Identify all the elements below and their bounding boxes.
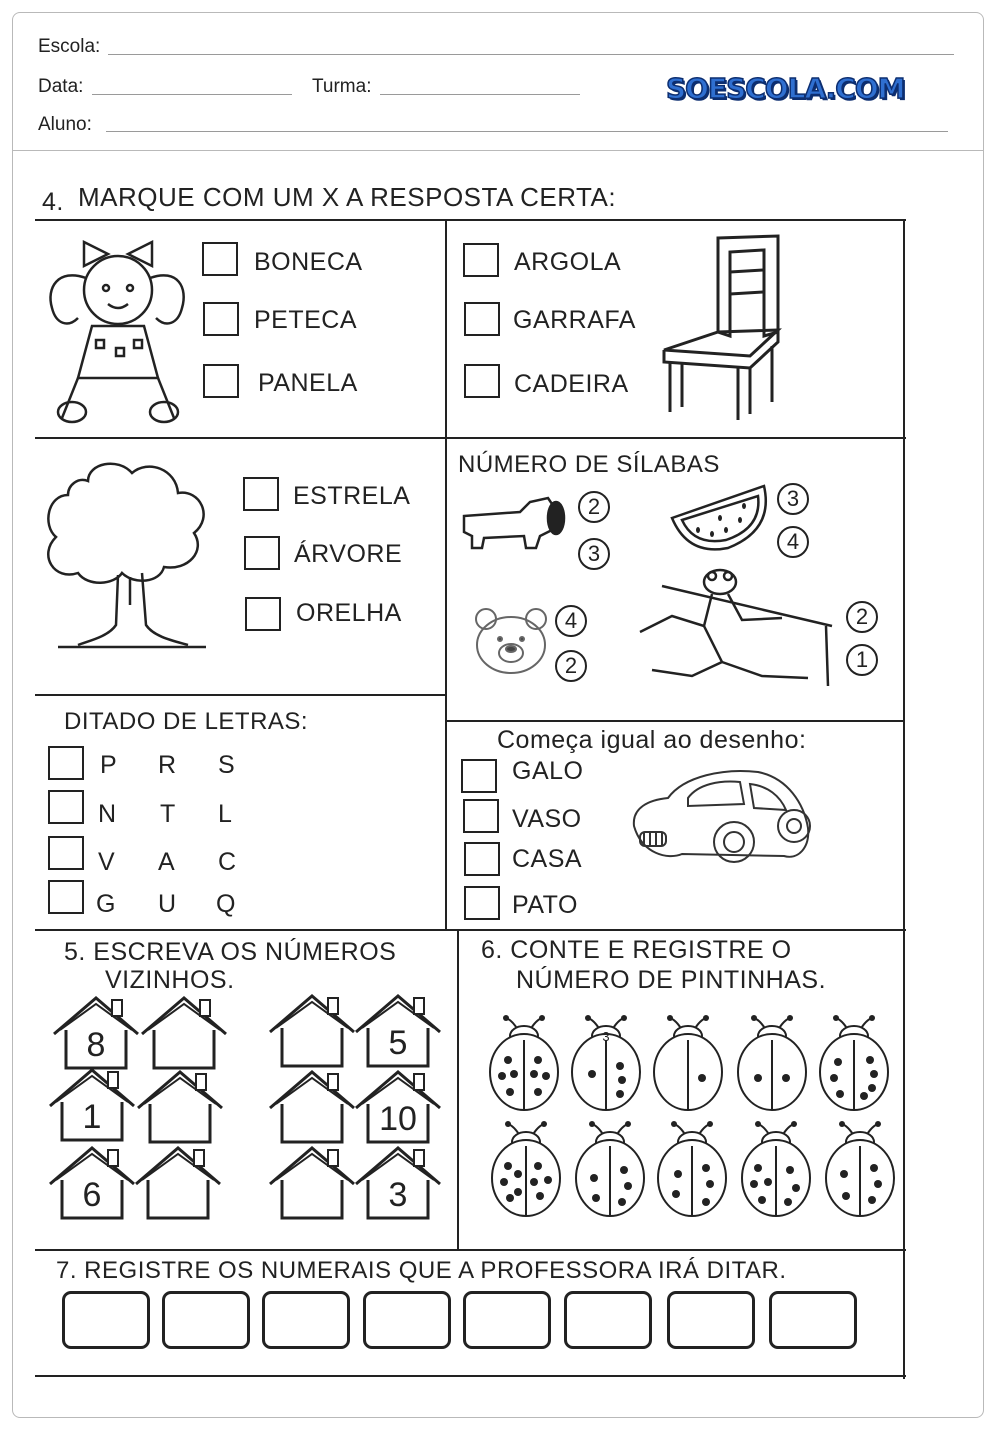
house-1[interactable] xyxy=(54,998,138,1068)
numeral-answer-box[interactable] xyxy=(564,1291,652,1349)
dictation-checkbox[interactable] xyxy=(48,836,84,870)
dog-option-2[interactable]: 2 xyxy=(578,491,610,523)
q6-title-line2: NÚMERO DE PINTINHAS. xyxy=(516,966,827,994)
checkbox-garrafa[interactable] xyxy=(464,302,500,336)
ladybug xyxy=(572,1015,640,1110)
bear-drawing xyxy=(472,605,552,677)
q7-title: 7. REGISTRE OS NUMERAIS QUE A PROFESSORA IRÁ DITAR. xyxy=(56,1257,787,1284)
numeral-answer-box[interactable] xyxy=(262,1291,350,1349)
checkbox-vaso[interactable] xyxy=(463,799,499,833)
option-arvore: ÁRVORE xyxy=(294,540,403,568)
house-9[interactable] xyxy=(270,1072,354,1142)
dictation-title: DITADO DE LETRAS: xyxy=(64,708,309,735)
dictation-letter: G xyxy=(96,890,116,918)
q6-title-line1: 6. CONTE E REGISTRE O xyxy=(481,936,792,964)
dictation-letter: C xyxy=(218,848,237,876)
grid-line xyxy=(35,437,906,439)
q4-number: 4. xyxy=(42,188,64,216)
date-field[interactable] xyxy=(92,94,292,95)
dictation-letter: N xyxy=(98,800,117,828)
checkbox-argola[interactable] xyxy=(463,243,499,277)
grid-line xyxy=(35,219,906,221)
dictation-letter: S xyxy=(218,751,236,779)
option-vaso: VASO xyxy=(512,805,582,833)
student-label: Aluno: xyxy=(38,114,92,135)
frog-option-1[interactable]: 1 xyxy=(846,644,878,676)
option-pato: PATO xyxy=(512,891,578,919)
car-drawing xyxy=(628,764,814,870)
grid-line xyxy=(35,1375,906,1377)
frog-option-2[interactable]: 2 xyxy=(846,601,878,633)
doll-drawing xyxy=(38,228,188,428)
watermelon-drawing xyxy=(668,482,772,554)
house-5[interactable] xyxy=(50,1148,134,1218)
starts-same-title: Começa igual ao desenho: xyxy=(497,726,807,754)
numeral-answer-box[interactable] xyxy=(463,1291,551,1349)
ladybug xyxy=(658,1121,726,1216)
house-8[interactable] xyxy=(356,996,440,1066)
ladybug xyxy=(738,1015,806,1110)
grid-line xyxy=(35,1249,906,1251)
house-10[interactable] xyxy=(356,1072,440,1142)
house-7[interactable] xyxy=(270,996,354,1066)
grid-line xyxy=(445,219,447,929)
ladybug xyxy=(654,1015,722,1110)
checkbox-boneca[interactable] xyxy=(202,242,238,276)
numeral-answer-box[interactable] xyxy=(769,1291,857,1349)
option-argola: ARGOLA xyxy=(514,248,622,276)
houses-area xyxy=(50,992,450,1222)
checkbox-peteca[interactable] xyxy=(203,302,239,336)
school-label: Escola: xyxy=(38,36,101,57)
checkbox-orelha[interactable] xyxy=(245,597,281,631)
grid-line xyxy=(457,929,459,1251)
dog-option-3[interactable]: 3 xyxy=(578,538,610,570)
numeral-answer-box[interactable] xyxy=(667,1291,755,1349)
house-11[interactable] xyxy=(270,1148,354,1218)
dictation-checkbox[interactable] xyxy=(48,880,84,914)
dictation-letter: T xyxy=(160,800,176,828)
date-label: Data: xyxy=(38,76,84,97)
numeral-answer-box[interactable] xyxy=(363,1291,451,1349)
checkbox-panela[interactable] xyxy=(203,364,239,398)
class-field[interactable] xyxy=(380,94,580,95)
student-field[interactable] xyxy=(106,131,948,132)
ladybug xyxy=(742,1121,810,1216)
option-boneca: BONECA xyxy=(254,248,363,276)
bear-option-4[interactable]: 4 xyxy=(555,605,587,637)
school-field[interactable] xyxy=(108,54,954,55)
ladybugs-area xyxy=(482,1014,902,1224)
ladybug xyxy=(492,1121,560,1216)
option-galo: GALO xyxy=(512,757,584,785)
q5-title-line1: 5. ESCREVA OS NÚMEROS xyxy=(64,938,397,966)
dictation-checkbox[interactable] xyxy=(48,746,84,780)
ladybug xyxy=(820,1015,888,1110)
q5-title-line2: VIZINHOS. xyxy=(105,966,235,994)
dictation-letter: P xyxy=(100,751,118,779)
numeral-answer-box[interactable] xyxy=(162,1291,250,1349)
ladybug xyxy=(490,1015,558,1110)
house-3[interactable] xyxy=(50,1070,134,1140)
q4-title: MARQUE COM UM X A RESPOSTA CERTA: xyxy=(78,182,617,212)
option-peteca: PETECA xyxy=(254,306,358,334)
checkbox-casa[interactable] xyxy=(464,842,500,876)
dictation-letter: A xyxy=(158,848,176,876)
svg-text:5: 5 xyxy=(388,1024,408,1062)
header-divider xyxy=(12,150,984,151)
dictation-letter: Q xyxy=(216,890,236,918)
bear-option-2[interactable]: 2 xyxy=(555,650,587,682)
option-orelha: ORELHA xyxy=(296,599,402,627)
watermelon-option-4[interactable]: 4 xyxy=(777,526,809,558)
ladybug xyxy=(826,1121,894,1216)
numeral-answer-box[interactable] xyxy=(62,1291,150,1349)
option-panela: PANELA xyxy=(258,369,358,397)
svg-text:3: 3 xyxy=(388,1176,408,1214)
watermelon-option-3[interactable]: 3 xyxy=(777,483,809,515)
grid-line xyxy=(445,720,905,722)
house-12[interactable] xyxy=(356,1148,440,1218)
dictation-letter: V xyxy=(98,848,116,876)
grid-line xyxy=(35,929,906,931)
option-cadeira: CADEIRA xyxy=(514,370,629,398)
grid-line xyxy=(35,694,447,696)
checkbox-pato[interactable] xyxy=(464,886,500,920)
class-label: Turma: xyxy=(312,76,372,97)
option-casa: CASA xyxy=(512,845,583,873)
option-garrafa: GARRAFA xyxy=(513,306,636,334)
grid-line xyxy=(903,219,905,1379)
checkbox-galo[interactable] xyxy=(461,759,497,793)
dictation-letter: U xyxy=(158,890,177,918)
svg-text:6: 6 xyxy=(82,1176,102,1214)
house-4[interactable] xyxy=(138,1072,222,1142)
checkbox-arvore[interactable] xyxy=(244,536,280,570)
option-estrela: ESTRELA xyxy=(293,482,411,510)
house-2[interactable] xyxy=(142,998,226,1068)
site-logo: SOESCOLA.COM xyxy=(666,72,905,105)
dictation-checkbox[interactable] xyxy=(48,790,84,824)
svg-text:8: 8 xyxy=(86,1026,106,1064)
frog-drawing xyxy=(632,566,842,696)
dictation-letter: L xyxy=(218,800,233,828)
dictation-letter: R xyxy=(158,751,177,779)
tree-drawing xyxy=(38,455,228,655)
checkbox-estrela[interactable] xyxy=(243,477,279,511)
svg-text:3: 3 xyxy=(602,1029,610,1044)
house-6[interactable] xyxy=(136,1148,220,1218)
checkbox-cadeira[interactable] xyxy=(464,364,500,398)
svg-text:10: 10 xyxy=(379,1100,417,1138)
chair-drawing xyxy=(660,232,790,422)
svg-text:1: 1 xyxy=(82,1098,102,1136)
dog-drawing xyxy=(460,492,572,554)
syllables-title: NÚMERO DE SÍLABAS xyxy=(458,451,720,478)
ladybug xyxy=(576,1121,644,1216)
